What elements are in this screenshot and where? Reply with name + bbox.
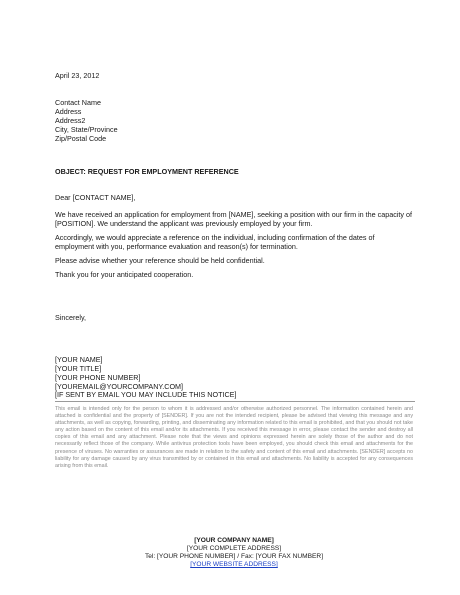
footer-website-link[interactable]: [YOUR WEBSITE ADDRESS] <box>190 561 278 568</box>
recipient-address-line: Address <box>55 107 82 116</box>
recipient-address <box>55 98 415 143</box>
letter-body <box>55 210 415 284</box>
company-footer <box>55 537 413 569</box>
signature-email: [YOUREMAIL@YOURCOMPANY.COM] <box>55 382 184 391</box>
recipient-address-line2: Address2 <box>55 116 86 125</box>
notice-title: [IF SENT BY EMAIL YOU MAY INCLUDE THIS NOTICE] <box>55 390 415 402</box>
recipient-zip: Zip/Postal Code <box>55 134 107 143</box>
notice-body: This email is intended only for the person to whom it is addressed and/or otherwise authorized personnel. The information contained herein and attached is confidential and the property of [SENDER]. If you are not the intended recipient, please be advised that viewing this message and any attachments, as well as copying, forwarding, printing, and disseminating any information related to this email is prohibited, and that you should not take any action based on the content of this email and/or its attachments. If you received this message in error, please contact the sender and destroy all copies of this email and any attachment. Please note that the views and opinions expressed herein are solely those of the author and do not necessarily reflect those of the company. While antivirus protection tools have been employed, you should check this email and attachments for the presence of viruses. No warranties or assurances are made in relation to the safety and content of this email and attachments. [SENDER] accepts no liability for any damage caused by any virus transmitted by or contained in this email and attachments. No liability is accepted for any consequences arising from this email. <box>55 406 413 469</box>
footer-company-name: [YOUR COMPANY NAME] <box>194 537 274 544</box>
body-paragraph: Thank you for your anticipated cooperation. <box>55 270 194 279</box>
signature-block <box>55 355 415 391</box>
footer-contact: Tel: [YOUR PHONE NUMBER] / Fax: [YOUR FAX NUMBER] <box>144 553 324 560</box>
recipient-name: Contact Name <box>55 98 101 107</box>
closing: Sincerely, <box>55 313 87 322</box>
recipient-city: City, State/Province <box>55 125 118 134</box>
signature-title: [YOUR TITLE] <box>55 364 102 373</box>
body-paragraph: We have received an application for employment from [NAME], seeking a position with our firm in the capacity of [POSITION]. We understand the applicant was previously employed by your firm. <box>55 210 413 228</box>
letter-object: OBJECT: REQUEST FOR EMPLOYMENT REFERENCE <box>55 167 239 176</box>
salutation: Dear [CONTACT NAME], <box>55 193 136 202</box>
body-paragraph: Please advise whether your reference should be held confidential. <box>55 256 265 265</box>
letter-date: April 23, 2012 <box>55 71 100 80</box>
signature-phone: [YOUR PHONE NUMBER] <box>55 373 141 382</box>
footer-address: [YOUR COMPLETE ADDRESS] <box>186 545 282 552</box>
body-paragraph: Accordingly, we would appreciate a reference on the individual, including confirmation of the dates of employment with you, performance evaluation and reason(s) for termination. <box>55 233 375 251</box>
signature-name: [YOUR NAME] <box>55 355 103 364</box>
